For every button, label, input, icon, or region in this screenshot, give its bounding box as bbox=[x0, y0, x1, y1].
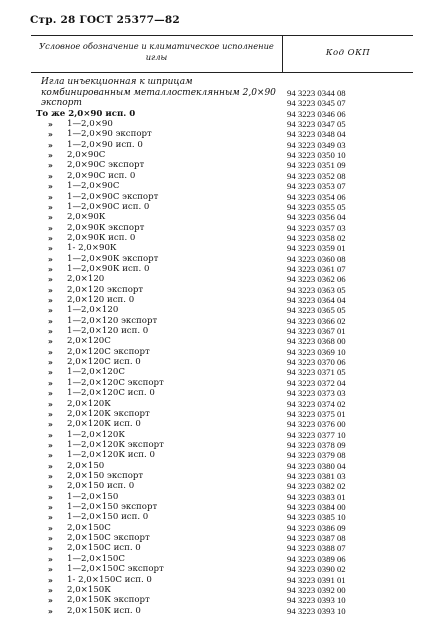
row-designation: 2,0×90К экспорт bbox=[67, 222, 145, 233]
row-okp-code: 94 3223 0392 00 bbox=[287, 584, 346, 595]
row-okp-code: 94 3223 0345 07 bbox=[287, 98, 346, 109]
table-row bbox=[0, 409, 424, 420]
row-designation: 1—2,0×90 исп. 0 bbox=[67, 139, 143, 150]
row-designation: 2,0×90С исп. 0 bbox=[67, 170, 136, 181]
ditto-mark: » bbox=[48, 275, 53, 285]
table-row bbox=[0, 419, 424, 430]
table-row bbox=[0, 326, 424, 337]
row-okp-code: 94 3223 0384 00 bbox=[287, 502, 346, 512]
table-row bbox=[0, 367, 424, 378]
ditto-mark: » bbox=[48, 503, 53, 512]
row-okp-code: 94 3223 0361 07 bbox=[287, 263, 346, 274]
ditto-mark: » bbox=[48, 389, 53, 399]
ditto-mark: » bbox=[48, 358, 53, 368]
page-header: Стр. 28 ГОСТ 25377—82 bbox=[30, 14, 180, 26]
row-designation: 2,0×90К bbox=[67, 212, 106, 223]
row-designation: 2,0×150 исп. 0 bbox=[67, 481, 135, 492]
ditto-mark: » bbox=[48, 565, 53, 575]
row-designation: 2,0×90К исп. 0 bbox=[67, 232, 136, 243]
row-okp-code: 94 3223 0389 06 bbox=[287, 553, 346, 564]
row-okp-code: 94 3223 0391 01 bbox=[287, 574, 346, 585]
row-designation: 1- 2,0×150С исп. 0 bbox=[67, 574, 152, 585]
row-okp-code: 94 3223 0390 02 bbox=[287, 564, 346, 575]
ditto-mark: » bbox=[48, 213, 53, 223]
row-designation: 1—2,0×90 bbox=[67, 119, 113, 129]
ditto-mark: » bbox=[48, 420, 53, 430]
row-designation: 2,0×120К исп. 0 bbox=[67, 419, 141, 430]
row-okp-code: 94 3223 0380 04 bbox=[287, 460, 346, 471]
row-designation: 2,0×90С bbox=[67, 150, 106, 161]
table-row bbox=[0, 223, 424, 234]
ditto-mark: » bbox=[48, 471, 53, 481]
row-designation: 2,0×150К экспорт bbox=[67, 595, 150, 606]
ditto-mark: » bbox=[48, 513, 53, 523]
ditto-mark: » bbox=[48, 233, 53, 243]
row-designation: 1—2,0×150 экспорт bbox=[67, 502, 158, 512]
row-okp-code: 94 3223 0393 10 bbox=[287, 595, 346, 606]
row-okp-code: 94 3223 0383 01 bbox=[287, 491, 346, 502]
row-okp-code: 94 3223 0393 10 bbox=[287, 605, 346, 616]
row-designation: 1—2,0×150С bbox=[67, 553, 125, 564]
ditto-mark: » bbox=[48, 451, 53, 461]
row-designation: 1—2,0×90 экспорт bbox=[67, 129, 152, 140]
row-okp-code: 94 3223 0358 02 bbox=[287, 232, 346, 243]
ditto-mark: » bbox=[48, 554, 53, 564]
row-okp-code: 94 3223 0385 10 bbox=[287, 512, 346, 523]
row-designation: 1- 2,0×90К bbox=[67, 243, 117, 254]
table-row bbox=[0, 533, 424, 544]
row-designation: 2,0×150С экспорт bbox=[67, 533, 150, 543]
row-okp-code: 94 3223 0349 03 bbox=[287, 139, 346, 150]
row-okp-code: 94 3223 0376 00 bbox=[287, 419, 346, 430]
row-designation: 2,0×120К bbox=[67, 398, 111, 409]
row-okp-code: 94 3223 0346 06 bbox=[287, 108, 346, 119]
row-okp-code: 94 3223 0367 01 bbox=[287, 326, 346, 336]
table-row bbox=[0, 512, 424, 523]
ditto-mark: » bbox=[48, 399, 53, 409]
row-okp-code: 94 3223 0344 08 bbox=[287, 88, 346, 98]
row-designation: 2,0×120К экспорт bbox=[67, 408, 150, 419]
row-okp-code: 94 3223 0360 08 bbox=[287, 253, 346, 264]
table-row bbox=[0, 233, 424, 244]
ditto-mark: » bbox=[48, 575, 53, 585]
row-designation: 1—2,0×120 bbox=[67, 305, 119, 316]
row-designation: 2,0×120С bbox=[67, 336, 111, 347]
ditto-mark: » bbox=[48, 430, 53, 440]
row-designation: 1—2,0×90С экспорт bbox=[67, 191, 159, 202]
row-designation: 2,0×150К bbox=[67, 584, 111, 595]
row-designation: 1—2,0×120К экспорт bbox=[67, 439, 164, 450]
row-okp-code: 94 3223 0356 04 bbox=[287, 212, 346, 223]
row-designation: 2,0×120С экспорт bbox=[67, 346, 150, 357]
row-designation: 1—2,0×120К исп. 0 bbox=[67, 450, 155, 461]
ditto-mark: » bbox=[48, 482, 53, 492]
row-designation: 1—2,0×120 экспорт bbox=[67, 315, 158, 326]
row-okp-code: 94 3223 0372 04 bbox=[287, 377, 346, 388]
row-okp-code: 94 3223 0366 02 bbox=[287, 315, 346, 326]
row-okp-code: 94 3223 0357 03 bbox=[287, 222, 346, 233]
table-row bbox=[0, 129, 424, 140]
ditto-mark: » bbox=[48, 296, 53, 305]
row-okp-code: 94 3223 0388 07 bbox=[287, 543, 346, 554]
row-okp-code: 94 3223 0351 09 bbox=[287, 160, 346, 171]
ditto-mark: » bbox=[48, 523, 53, 533]
ditto-mark: » bbox=[48, 306, 53, 316]
ditto-mark: » bbox=[48, 316, 53, 326]
row-designation: 2,0×150 bbox=[67, 460, 105, 471]
row-okp-code: 94 3223 0364 04 bbox=[287, 295, 346, 305]
row-designation: 1—2,0×150С экспорт bbox=[67, 564, 164, 575]
row-okp-code: 94 3223 0381 03 bbox=[287, 470, 346, 481]
row-okp-code: 94 3223 0352 08 bbox=[287, 170, 346, 181]
table-row bbox=[0, 295, 424, 306]
ditto-mark: » bbox=[48, 120, 53, 129]
ditto-mark: » bbox=[48, 223, 53, 233]
row-okp-code: 94 3223 0348 04 bbox=[287, 129, 346, 140]
ditto-mark: » bbox=[48, 151, 53, 161]
table-row bbox=[0, 181, 424, 192]
row-designation: 1—2,0×120 исп. 0 bbox=[67, 326, 149, 336]
ditto-mark: » bbox=[48, 171, 53, 181]
row-designation: 2,0×120С исп. 0 bbox=[67, 357, 141, 368]
row-okp-code: 94 3223 0371 05 bbox=[287, 367, 346, 378]
row-designation: 1—2,0×120К bbox=[67, 429, 125, 440]
table-row bbox=[0, 564, 424, 575]
ditto-mark: » bbox=[48, 378, 53, 388]
row-designation: 2,0×150 экспорт bbox=[67, 470, 144, 481]
ditto-mark: » bbox=[48, 337, 53, 347]
ditto-mark: » bbox=[48, 368, 53, 378]
row-okp-code: 94 3223 0350 10 bbox=[287, 150, 346, 161]
row-okp-code: 94 3223 0359 01 bbox=[287, 243, 346, 254]
ditto-mark: » bbox=[48, 327, 53, 336]
ditto-mark: » bbox=[48, 409, 53, 419]
table-header bbox=[31, 35, 413, 73]
ditto-mark: » bbox=[48, 492, 53, 502]
ditto-mark: » bbox=[48, 264, 53, 274]
ditto-mark: » bbox=[48, 244, 53, 254]
ditto-mark: » bbox=[48, 440, 53, 450]
row-okp-code: 94 3223 0373 03 bbox=[287, 388, 346, 399]
ditto-mark: » bbox=[48, 347, 53, 357]
table-row bbox=[0, 264, 424, 275]
ditto-mark: » bbox=[48, 461, 53, 471]
row-okp-code: 94 3223 0365 05 bbox=[287, 305, 346, 316]
table-row bbox=[0, 160, 424, 171]
row-designation: 1—2,0×150 bbox=[67, 491, 119, 502]
ditto-mark: » bbox=[48, 585, 53, 595]
row-designation: 1—2,0×90С bbox=[67, 181, 120, 192]
table-row bbox=[0, 388, 424, 399]
ditto-mark: » bbox=[48, 285, 53, 295]
row-okp-code: 94 3223 0363 05 bbox=[287, 284, 346, 295]
row-designation: 2,0×120 экспорт bbox=[67, 284, 144, 295]
ditto-mark: » bbox=[48, 534, 53, 543]
table-row bbox=[0, 119, 424, 130]
row-okp-code: 94 3223 0368 00 bbox=[287, 336, 346, 347]
row-okp-code: 94 3223 0370 06 bbox=[287, 357, 346, 368]
table-row bbox=[0, 336, 424, 347]
table-row bbox=[0, 543, 424, 554]
row-okp-code: 94 3223 0374 02 bbox=[287, 398, 346, 409]
ditto-mark: » bbox=[48, 130, 53, 140]
ditto-mark: » bbox=[48, 182, 53, 192]
row-designation: 1—2,0×90К экспорт bbox=[67, 253, 159, 264]
row-okp-code: 94 3223 0378 09 bbox=[287, 439, 346, 450]
row-designation: 2,0×150К исп. 0 bbox=[67, 605, 141, 616]
ditto-mark: » bbox=[48, 596, 53, 606]
ditto-mark: » bbox=[48, 202, 53, 212]
ditto-mark: » bbox=[48, 606, 53, 616]
table-row bbox=[0, 440, 424, 451]
table-row bbox=[0, 285, 424, 296]
table-row bbox=[0, 471, 424, 482]
table-row bbox=[0, 595, 424, 606]
row-okp-code: 94 3223 0355 05 bbox=[287, 201, 346, 212]
row-designation: 2,0×120 bbox=[67, 274, 105, 285]
column-header-okp-code: Код ОКП bbox=[325, 48, 371, 58]
row-okp-code: 94 3223 0375 01 bbox=[287, 408, 346, 419]
table-row bbox=[0, 98, 424, 109]
product-title: Игла инъекционная к шприцам комбинированным металлостеклянным 2,0×90 экспорт bbox=[41, 77, 276, 108]
row-designation: 2,0×90С экспорт bbox=[67, 160, 145, 171]
table-row bbox=[0, 202, 424, 213]
row-designation: 2,0×150С bbox=[67, 522, 111, 533]
ditto-mark: » bbox=[48, 161, 53, 171]
row-okp-code: 94 3223 0362 06 bbox=[287, 274, 346, 285]
row-okp-code: 94 3223 0379 08 bbox=[287, 450, 346, 461]
row-okp-code: 94 3223 0382 02 bbox=[287, 481, 346, 492]
row-okp-code: 94 3223 0369 10 bbox=[287, 346, 346, 357]
row-designation: 1—2,0×120С исп. 0 bbox=[67, 388, 155, 399]
row-designation: То же 2,0×90 исп. 0 bbox=[36, 108, 136, 119]
row-designation: 2,0×150С исп. 0 bbox=[67, 543, 141, 554]
ditto-mark: » bbox=[48, 254, 53, 264]
ditto-mark: » bbox=[48, 544, 53, 554]
ditto-mark: » bbox=[48, 192, 53, 202]
row-okp-code: 94 3223 0386 09 bbox=[287, 522, 346, 533]
row-designation: 1—2,0×90К исп. 0 bbox=[67, 263, 150, 274]
row-designation: 1—2,0×90С исп. 0 bbox=[67, 201, 150, 212]
ditto-mark: » bbox=[48, 140, 53, 150]
row-designation: 2,0×120 исп. 0 bbox=[67, 295, 135, 305]
row-designation: 1—2,0×120С bbox=[67, 367, 125, 378]
row-designation: 1—2,0×150 исп. 0 bbox=[67, 512, 149, 523]
row-okp-code: 94 3223 0347 05 bbox=[287, 119, 346, 129]
column-header-designation: Условное обозначение и климатическое исполнение иглы bbox=[39, 41, 274, 62]
table-row bbox=[0, 492, 424, 503]
row-okp-code: 94 3223 0387 08 bbox=[287, 533, 346, 543]
row-okp-code: 94 3223 0353 07 bbox=[287, 181, 346, 192]
row-okp-code: 94 3223 0377 10 bbox=[287, 429, 346, 440]
row-okp-code: 94 3223 0354 06 bbox=[287, 191, 346, 202]
row-designation: 1—2,0×120С экспорт bbox=[67, 377, 164, 388]
table-row bbox=[0, 606, 424, 617]
